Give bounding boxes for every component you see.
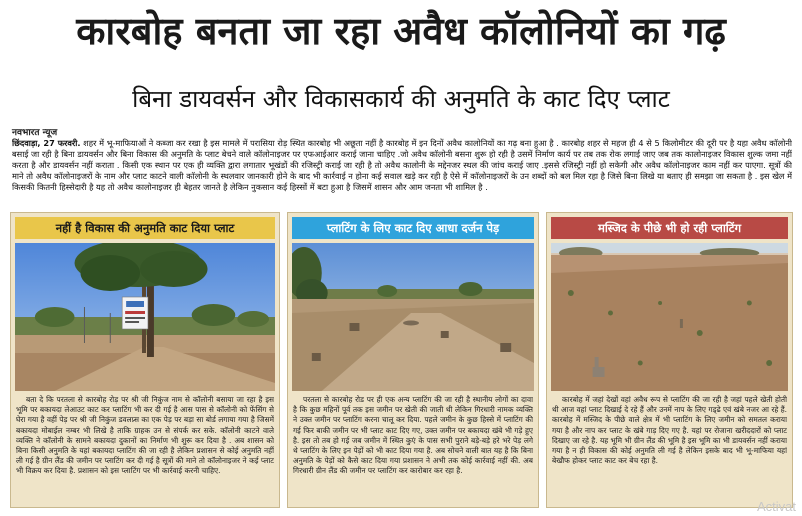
photo-cleared-land-stumps xyxy=(292,243,534,391)
photo-tree-with-sign-board xyxy=(15,243,275,391)
watermark: Activat xyxy=(756,499,796,514)
panel-2-title: प्लाटिंग के लिए काट दिए आधा दर्जन पेड़ xyxy=(292,217,534,239)
lead-text: शहर में भू-माफियाओं ने कब्जा कर रखा है इस मामले में परासिया रोड़ स्थित कारबोह भी अछूता नहीं है कारबोह में इन दिनों अवैध कालोनियों का गढ़ बना हुआ है . कारबोह शहर से महज ही 4 से 5 किलोमीटर की दूरी पर है यहा अवैध कॉलोनी बसाई जा रही है बिना डायवर्सन और बिना विकास की अनुमति के प्लाट बेचने वाले कॉलोनाइजर पर एफआईआर कराई जाना चाहिए .जो अवैध कॉलोनी बसना शुरू हो रही है उसमें निर्माण कार्य पर तब तक रोक लगाई जाए जब तक कालोनाइजर विकास शुल्क जमा नहीं करता है और डायवर्सन नहीं कराता . किसी एक स्थान पर एक ही व्यक्ति द्वारा लगातार भूखंडों की रजिस्ट्री कराई जा रही है तो अवैध कालोनी के मद्देनजर स्थल की जांच कराई जाए .इससे रजिस्ट्री नहीं हो सकेगी और अवैध कॉलोनाइजर काम नहीं कर पाएगा. सूत्रों की माने तो अवैध कॉलोनाइजरों के नाम और प्लाट काटने वाली कॉलोनी के स्थलवार जानकारी होने के बाद भी कार्रवाई न होना कई सवाल खड़े कर रही है ऐसे में कॉलोनाइजरों के उन शब्दों को बल मिल रहा है जिसे बिना लिखे या बताए ही समझा जा सकता है . इस खेल में किसकी कितनी हिस्सेदारी है यह तो अवैध कालोनाइजर ही बेहतर जानते है लेकिन नुकसान कई हिस्सों में बटा हुआ है जिसमें शासन और आम जनता भी शामिल है . xyxy=(12,138,792,192)
panel-story-2 xyxy=(287,212,539,508)
subheadline: बिना डायवर्सन और विकासकार्य की अनुमति के काट दिए प्लाट xyxy=(132,85,670,113)
dateline: छिंदवाड़ा, 27 फरवरी. xyxy=(12,138,81,148)
panel-2-text: परतला से कारबोह रोड पर ही एक अन्य प्लाटिंग की जा रही है स्थानीय लोगों का दावा है कि कुछ महिनों पूर्व तक इस जमीन पर खेती की जाती थी लेकिन गिरधारी नामक व्यक्ति ने उक्त जमीन पर प्लाटिंग करना चालू कर दिया. पहले जमीन के कुछ हिस्से में प्लाटिंग की गई फिर बाकी जमीन पर भी प्लाट काट दिए गए, उक्त जमीन पर बकायदा खंबे भी गड़े हुए है. इस तो तब हो गई जब जमीन में स्थित कुएं के पास सभी पुराने बड़े-बड़े हरे भरे पेड़ लगे थे प्लाटिंग के लिए इन पेड़ों को भी काट दिया गया है. अब सोचने वाली बात यह है कि बिना अनुमति के पेड़ों को कैसे काट दिया गया प्रशासन ने अभी तक कोई कार्रवाई नहीं की. अब गिरधारी ग्रीन लैंड की जमीन पर प्लाटिंग कर कारोबार कर रहा है. xyxy=(293,395,533,476)
photo-leveled-plot-land xyxy=(551,243,788,391)
headline: कारबोह बनता जा रहा अवैध कॉलोनियों का गढ़ xyxy=(76,9,726,53)
panel-3-text: कारबोह में जहां देखों वहां अवैध रूप से प्लाटिंग की जा रही है जहां पहले खेती होती थी आज वहां प्लाट दिखाई दे रहे हैं और उनमें नाप के लिए गड्‌ढे एवं खंबे नजर आ रहे हैं. कारबोह में मस्जिद के पीछे वाले क्षेत्र में भी प्लाटिंग के लिए जमीन को समतल कराया गया है और नाप कर प्लाट के खंबे गाड़ दिए गए है. यहां पर रोजाना खरीददारों को प्लाट दिखाए जा रहे है. यह भूमि भी ग्रीन लैंड की भूमि है इस भूमि का भी डायवर्सन नहीं कराया गया है न ही विकास की कोई अनुमति ली गई है लेकिन इसके बाद भी भू-माफिया यहां बेखौफ होकर प्लाट काट कर बेच रहा है. xyxy=(552,395,787,466)
lead-paragraph xyxy=(12,138,792,204)
panel-1-title: नहीं है विकास की अनुमति काट दिया प्लाट xyxy=(15,217,275,239)
panel-3-title: मस्जिद के पीछे भी हो रही प्लाटिंग xyxy=(551,217,788,239)
byline: नवभारत न्यूज xyxy=(12,128,58,138)
panel-story-1 xyxy=(10,212,280,508)
panel-story-3 xyxy=(546,212,793,508)
panel-1-text: बता दे कि परतला से कारबोह रोड़ पर श्री जी निकुंज नाम से कॉलोनी बसाया जा रहा है इस भूमि पर बकायदा लेआउट काट कर प्लाटिंग भी कर दी गई है आस पास से कॉलोनी को फेंसिंग से घेरा गया है वहीं पेड़ पर श्री जी निकुंज डवलप्र्स का एक पेड़ पर बड़ा सा बोर्ड लगाया गया है जिसमें बकायदा मोबाईल नम्बर भी लिखे है ताकि ग्राहक उन से संपर्क कर सके. कॉलोनी काटने वाले व्यक्ति ने कॉलोनी के सामने बकायदा दुकानों का निर्माण भी शुरू कर दिया है . अब शासन को बिना किसी अनुमति के यहां बकायदा प्लाटिंग की जा रही है लेकिन प्रशासन से कोई अनुमति नहीं ली गई है ग्रीन लैंड की जमीन पर प्लाटिंग कर दी गई है सूत्रों की माने तो कॉलोनाइजर ने कई प्लाट भी विक्रय कर दिया है. प्रशासन को इस प्लाटिंग पर भी कार्रवाई करनी चाहिए. xyxy=(16,395,274,476)
